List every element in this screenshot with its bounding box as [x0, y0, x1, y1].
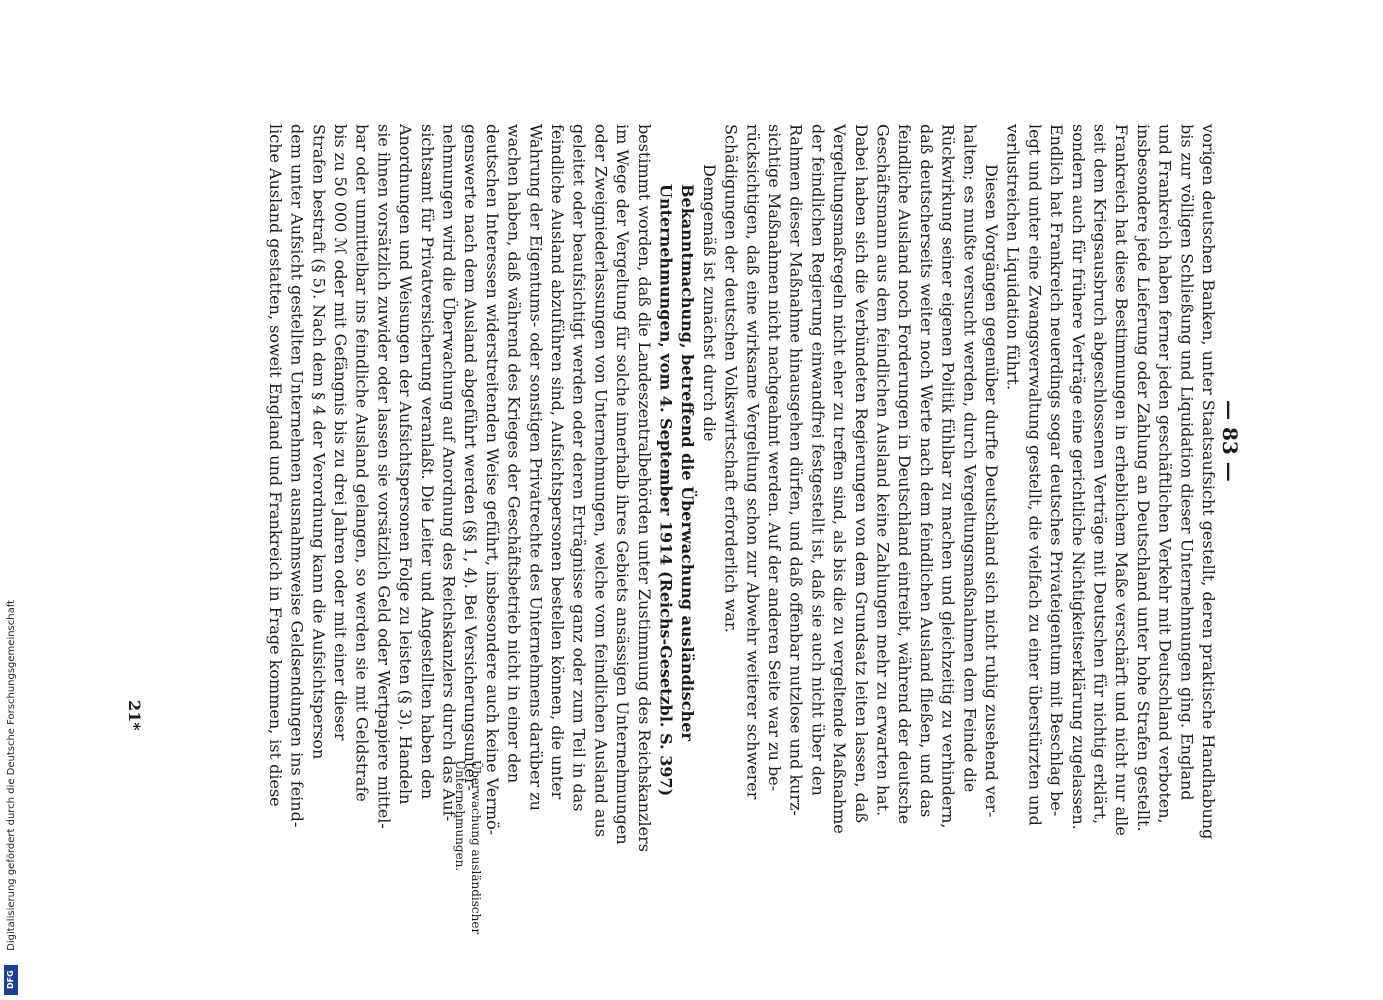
- paragraph-3-line: dem unter Aufsicht gestellten Unternehmen ausnahmsweise Geldsendungen ins feind-: [287, 124, 307, 828]
- paragraph-3-line: geleitet oder beaufsichtigt werden oder deren Erträgnisse ganz oder zum Teil in das: [569, 124, 589, 812]
- paragraph-3-line: liche Ausland gestatten, soweit England und Frankreich in Frage kommen, ist diese: [265, 124, 285, 807]
- paragraph-1-line: und Frankreich haben ferner jeden geschäftlichen Verkehr mit Deutschland verboten,: [1155, 124, 1175, 824]
- paragraph-3-line: genswerte nach dem Ausland abgeführt werden (§§ 1, 4). Bei Versicherungsunter-: [461, 124, 481, 791]
- rotated-page: [64, 100, 1244, 935]
- paragraph-2-line: Schädigungen der deutschen Volkswirtschaft erforderlich war.: [721, 124, 741, 633]
- dfg-logo-icon: DFG: [4, 965, 18, 995]
- paragraph-3-line: feindliche Ausland abzuführen sind, Aufsichtspersonen bestellen können, die unter: [548, 124, 567, 800]
- paragraph-3-line: sichtsamt für Privatversicherung veranlaßt. Die Leiter und Angestellten haben den: [417, 124, 437, 800]
- heading-line: Bekanntmachung, betreffend die Überwachung ausländischer: [678, 184, 698, 741]
- paragraph-3-line: Strafen bestraft (§ 5). Nach dem § 4 der Verordnung kann die Aufsichtsperson: [309, 124, 329, 760]
- paragraph-2-line: der feindlichen Regierung einwandfrei festgestellt ist, daß sie auch nicht über den: [808, 124, 828, 796]
- paragraph-2-line: feindliche Ausland noch Forderungen in Deutschland eintreibt, während der deutsche: [895, 124, 915, 825]
- paragraph-1-line: verlustreichen Liquidation führt.: [1003, 124, 1023, 391]
- footer-number: 21*: [125, 700, 144, 731]
- heading-line: Unternehmungen, vom 4. September 1914 (Reichs-Gesetzbl. S. 397): [656, 184, 676, 797]
- paragraph-2-line: rücksichtigen, daß eine wirksame Vergeltung schon zur Abwehr weiterer schwerer: [743, 124, 763, 800]
- paragraph-1-line: Endlich hat Frankreich neuerdings sogar deutsches Privateigentum mit Beschlag be-: [1047, 124, 1067, 817]
- paragraph-2-line: Geschäftsmann aus dem feindlichen Ausland keine Zahlungen mehr zu erwarten hat.: [873, 124, 893, 817]
- paragraph-3-line: Anordnungen und Weisungen der Aufsichtspersonen Folge zu leisten (§ 3). Handeln: [396, 124, 416, 805]
- paragraph-3-line: wachen haben, daß während des Krieges der Geschäftsbetrieb nicht in einer den: [504, 124, 524, 784]
- paragraph-3-line: nehmungen wird die Überwachung auf Anordnung des Reichskanzlers durch das Auf-: [439, 124, 459, 822]
- paragraph-2-line: Dabei haben sich die Verbündeten Regierungen von dem Grundsatz leiten lassen, daß: [851, 124, 871, 824]
- paragraph-1-line: vorigen deutschen Banken, unter Staatsaufsicht gestellt, deren praktische Handhabung: [1199, 124, 1218, 840]
- paragraph-2-line: daß deutscherseits weiter noch Werte nach dem feindlichen Ausland fließen, und das: [916, 124, 936, 818]
- paragraph-3-line: bestimmt worden, daß die Landeszentralbehörden unter Zustimmung des Reichskanzlers: [634, 124, 654, 852]
- paragraph-3-line: deutschen Interessen widerstreitenden Weise geführt, insbesondere auch keine Vermö-: [482, 124, 502, 836]
- paragraph-1-line: Frankreich hat diese Bestimmungen in erheblichem Maße verschärft und nicht nur alle: [1112, 124, 1132, 836]
- paragraph-1-line: seit dem Kriegsausbruch abgeschlossenen Verträge mit Deutschen für nichtig erklärt,: [1090, 124, 1110, 825]
- paragraph-3-line: bis zu 50 000 ℳ oder mit Gefängnis bis zu drei Jahren oder mit einer dieser: [331, 124, 350, 741]
- paragraph-3-line: oder Zweigniederlassungen von Unternehmungen, welche vom feindlichen Ausland aus: [591, 124, 611, 838]
- paragraph-1-line: insbesondere jede Lieferung oder Zahlung an Deutschland unter hohe Strafen gestellt.: [1133, 124, 1153, 832]
- paragraph-1-line: sondern auch für frühere Verträge eine gerichtliche Nichtigkeitserklärung zugelassen.: [1068, 124, 1088, 830]
- funding-note: Digitalisierung gefördert durch die Deutsche Forschungsgemeinschaft: [6, 600, 17, 951]
- paragraph-2-line: Vergeltungsmaßregeln nicht eher zu treffen sind, als bis die zu vergeltende Maßnahme: [830, 124, 850, 834]
- paragraph-2-line: sichtige Maßnahmen nicht nachgeahmt werden. Auf der anderen Seite war zu be-: [765, 124, 784, 792]
- paragraph-2-line: halten; es mußte versucht werden, durch Vergeltungsmaßnahmen dem Feinde die: [960, 124, 980, 793]
- paragraph-2-line: Rückwirkung seiner eigenen Politik fühlbar zu machen und gleichzeitig zu verhindern,: [938, 124, 958, 829]
- paragraph-1-line: bis zur völligen Schließung und Liquidation dieser Unternehmungen ging. England: [1177, 124, 1197, 801]
- margin-note-line1: Überwachung ausländischer: [469, 760, 483, 935]
- page-number: — 83 —: [1218, 400, 1242, 482]
- paragraph-3-line: im Wege der Vergeltung für solche innerhalb ihres Gebiets ansässigen Unternehmungen: [613, 124, 633, 845]
- paragraph-1-line: legt und unter eine Zwangsverwaltung gestellt, die vielfach zu einer überstürzten und: [1025, 124, 1045, 826]
- margin-note-line2: Unternehmungen.: [453, 760, 467, 872]
- paragraph-3-line: sie ihnen vorsätzlich zuwider oder lassen sie vorsätzlich Geld oder Wertpapiere mittel-: [374, 124, 394, 829]
- paragraph-2-line: Rahmen dieser Maßnahme hinausgehen dürfen, und daß offenbar nutzlose und kurz-: [786, 124, 806, 816]
- paragraph-3-line: Wahrung der Eigentums- oder sonstigen Privatrechte des Unternehmens darüber zu: [526, 124, 546, 811]
- paragraph-3-line: bar oder unmittelbar ins feindliche Ausland gelangen, so werden sie mit Geldstrafe: [352, 124, 372, 802]
- paragraph-2-line: Diesen Vorgängen gegenüber durfte Deutschland sich nicht ruhig zusehend ver-: [982, 164, 1001, 818]
- intro-line: Demgemäß ist zunächst durch die: [699, 164, 719, 442]
